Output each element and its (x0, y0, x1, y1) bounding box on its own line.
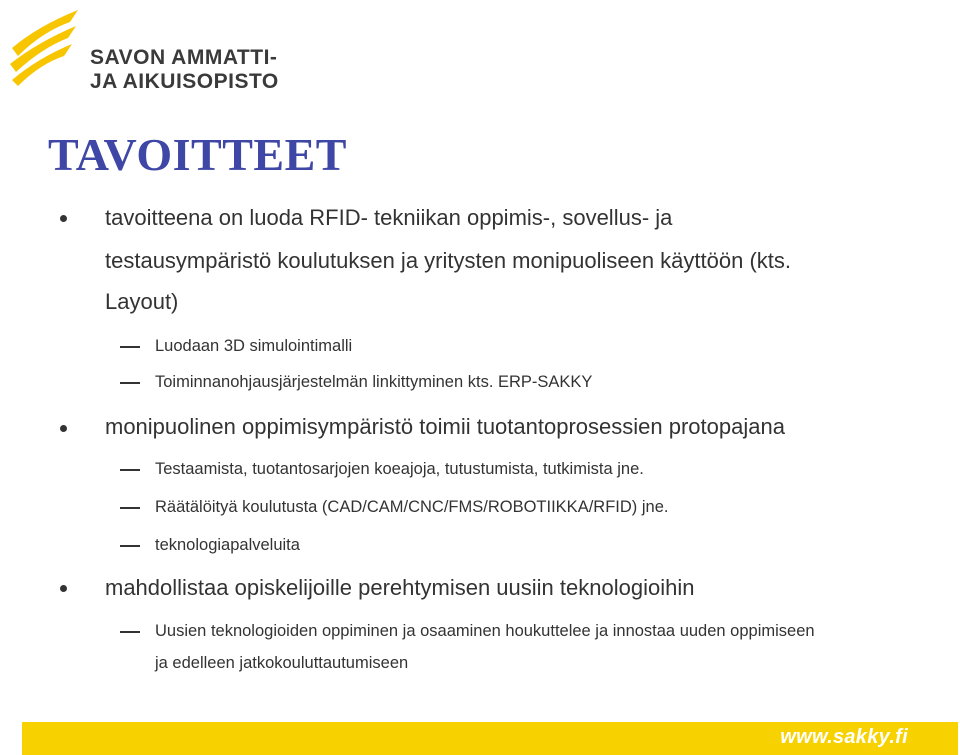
bullet-3-line-1: mahdollistaa opiskelijoille perehtymisen uusiin teknologioihin (105, 575, 695, 600)
bullet-dot-icon (60, 215, 67, 222)
bullet-2-sub-3: teknologiapalveluita (155, 536, 300, 554)
dash-icon (120, 545, 140, 547)
logo-text-line2: JA AIKUISOPISTO (90, 70, 279, 93)
page-title: TAVOITTEET (48, 129, 347, 180)
dash-icon (120, 346, 140, 348)
dash-icon (120, 469, 140, 471)
bullet-1-sub-2: Toiminnanohjausjärjestelmän linkittyminen kts. ERP-SAKKY (155, 373, 593, 391)
logo (8, 8, 278, 98)
bullet-2-sub-1: Testaamista, tuotantosarjojen koeajoja, tutustumista, tutkimista jne. (155, 460, 644, 478)
bullet-dot-icon (60, 585, 67, 592)
logo-swoosh-icon (8, 8, 88, 88)
bullet-3-sub-1: Uusien teknologioiden oppiminen ja osaaminen houkuttelee ja innostaa uuden oppimiseen (155, 622, 815, 640)
dash-icon (120, 631, 140, 633)
bullet-1-line-2: testausympäristö koulutuksen ja yritysten monipuoliseen käyttöön (kts. (105, 248, 791, 273)
bullet-1-line-3: Layout) (105, 289, 179, 314)
bullet-dot-icon (60, 425, 67, 432)
bullet-2-line-1: monipuolinen oppimisympäristö toimii tuotantoprosessien protopajana (105, 414, 785, 439)
footer-bar (22, 722, 958, 755)
bullet-2-sub-2: Räätälöityä koulutusta (CAD/CAM/CNC/FMS/ROBOTIIKKA/RFID) jne. (155, 498, 669, 516)
bullet-1-line-1: tavoitteena on luoda RFID- tekniikan oppimis-, sovellus- ja (105, 205, 673, 230)
dash-icon (120, 507, 140, 509)
footer-url[interactable]: www.sakky.fi (780, 726, 908, 748)
bullet-1-sub-1: Luodaan 3D simulointimalli (155, 337, 353, 355)
dash-icon (120, 382, 140, 384)
bullet-3-sub-1-cont: ja edelleen jatkokouluttautumiseen (155, 654, 409, 672)
logo-text-line1: SAVON AMMATTI- (90, 46, 278, 69)
